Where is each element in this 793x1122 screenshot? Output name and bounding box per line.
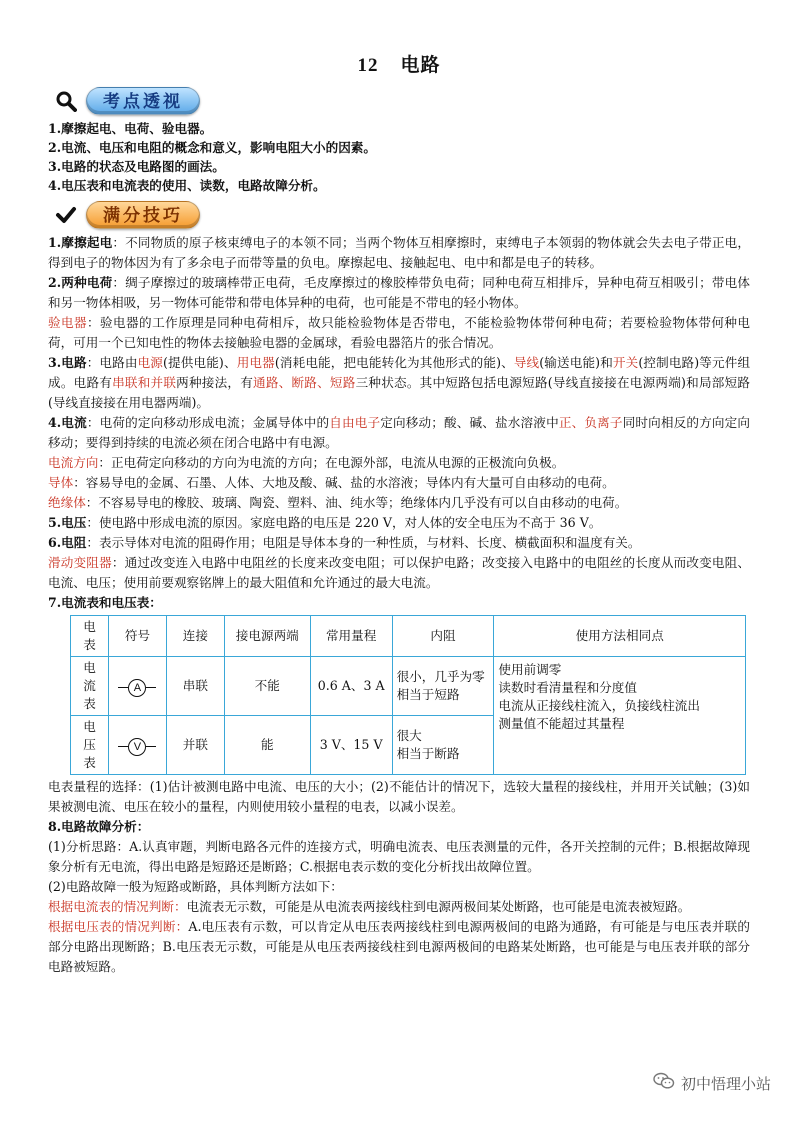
text-run: 同时向相反的方向定向移动；要得到持续的电流必须在闭合电路中有电源。 bbox=[48, 415, 751, 450]
term-heading: 3.电路 bbox=[48, 355, 87, 370]
meters-table bbox=[70, 615, 746, 775]
search-icon bbox=[54, 89, 78, 113]
column-header: 连接 bbox=[166, 616, 224, 657]
wechat-icon bbox=[653, 1072, 675, 1095]
usage-line: 读数时看清量程和分度值 bbox=[498, 680, 637, 695]
paragraph-range-selection: 电表量程的选择：(1)估计被测电路中电流、电压的大小；(2)不能估计的情况下，选较大量程的接线柱，并用开关试触；(3)如果被测电流、电压在较小的量程，内则使用较小量程的电表，以减小误差。 bbox=[48, 779, 750, 814]
paragraph-text: ：正电荷定向移动的方向为电流的方向；在电源外部，电流从电源的正极流向负极。 bbox=[98, 455, 565, 470]
text-run: (控制电路)等元件组成。电路有 bbox=[48, 355, 751, 390]
range-cell: 0.6 A、3 A bbox=[310, 657, 392, 716]
watermark bbox=[653, 1072, 771, 1095]
ammeter-symbol bbox=[108, 657, 166, 716]
resistance-line: 相当于短路 bbox=[396, 687, 460, 702]
resistance-line: 很大 bbox=[396, 728, 422, 743]
chapter-title: 电路 bbox=[400, 54, 441, 76]
term-heading: 绝缘体 bbox=[48, 495, 86, 510]
paragraph-text: ：容易导电的金属、石墨、人体、大地及酸、碱、盐的水溶液；导体内有大量可自由移动的电荷。 bbox=[73, 475, 615, 490]
text-run: (提供电能)、 bbox=[163, 355, 237, 370]
highlight-term: 用电器 bbox=[236, 355, 275, 370]
column-header: 内阻 bbox=[392, 616, 494, 657]
resistance-line: 很小，几乎为零 bbox=[396, 669, 485, 684]
voltmeter-icon: V bbox=[128, 738, 146, 756]
text-run: (输送电能)和 bbox=[539, 355, 613, 370]
meter-name: 电压表 bbox=[71, 716, 109, 775]
paragraph-resistance bbox=[48, 533, 750, 553]
paragraph-text: ：通过改变连入电路中电阻丝的长度来改变电阻；可以保护电路；改变接入电路中的电阻丝的长度从而改变电阻、电流、电压；使用前要观察铭牌上的最大阻值和允许通过的最大电流。 bbox=[48, 555, 751, 590]
source-connect-cell: 能 bbox=[224, 716, 310, 775]
highlight-term: 串联和并联 bbox=[112, 375, 177, 390]
paragraph-rheostat bbox=[48, 553, 750, 593]
section-title-skills: 满分技巧 bbox=[86, 201, 200, 229]
paragraph-voltage bbox=[48, 513, 750, 533]
term-heading: 5.电压 bbox=[48, 515, 87, 530]
paragraph-text: ：不同物质的原子核束缚电子的本领不同；当两个物体互相摩擦时，束缚电子本领弱的物体就会失去电子带正电，得到电子的物体因为有了多余电子而带等量的负电。摩擦起电、接触起电、电中和都是电子的转移。 bbox=[48, 235, 750, 270]
table-row bbox=[71, 657, 746, 716]
connection-cell: 并联 bbox=[166, 716, 224, 775]
ammeter-icon: A bbox=[128, 679, 146, 697]
paragraph-current-direction bbox=[48, 453, 750, 473]
paragraph-ammeter-judgement bbox=[48, 897, 750, 917]
key-point: 3.电路的状态及电路图的画法。 bbox=[48, 159, 225, 174]
source-connect-cell: 不能 bbox=[224, 657, 310, 716]
term-heading: 滑动变阻器 bbox=[48, 555, 112, 570]
paragraph-text: 电流表无示数，可能是从电流表两接线柱到电源两极间某处断路，也可能是电流表被短路。 bbox=[186, 899, 691, 914]
column-header: 电表 bbox=[71, 616, 109, 657]
column-header: 接电源两端 bbox=[224, 616, 310, 657]
meter-name: 电流表 bbox=[71, 657, 109, 716]
voltmeter-symbol bbox=[108, 716, 166, 775]
document-page bbox=[48, 50, 750, 977]
connection-cell: 串联 bbox=[166, 657, 224, 716]
usage-line: 测量值不能超过其量程 bbox=[498, 716, 625, 731]
section-title-key-points: 考点透视 bbox=[86, 87, 200, 115]
paragraph-two-charges bbox=[48, 273, 750, 313]
term-heading: 根据电压表的情况判断： bbox=[48, 919, 189, 934]
paragraph-text: ：绸子摩擦过的玻璃棒带正电荷，毛皮摩擦过的橡胶棒带负电荷；同种电荷互相排斥，异种电荷互相吸引；带电体和另一物体相吸，另一物体可能带和带电体异种的电荷，也可能是不带电的轻小物体。 bbox=[48, 275, 750, 310]
page-title bbox=[48, 50, 750, 81]
text-run: 定向移动；酸、碱、盐水溶液中 bbox=[380, 415, 559, 430]
paragraph-fault-types: (2)电路故障一般为短路或断路，具体判断方法如下： bbox=[48, 879, 343, 894]
paragraph-text: ：不容易导电的橡胶、玻璃、陶瓷、塑料、油、纯水等；绝缘体内几乎没有可以自由移动的电荷。 bbox=[85, 495, 628, 510]
term-heading: 4.电流 bbox=[48, 415, 87, 430]
text-run: ：电路由 bbox=[86, 355, 138, 370]
term-heading: 导体 bbox=[48, 475, 74, 490]
common-usage-cell bbox=[494, 657, 746, 775]
key-point: 4.电压表和电流表的使用、读数，电路故障分析。 bbox=[48, 178, 326, 193]
key-points-list bbox=[48, 119, 750, 195]
paragraph-current bbox=[48, 413, 750, 453]
column-header: 符号 bbox=[108, 616, 166, 657]
text-run: ：电荷的定向移动形成电流；金属导体中的 bbox=[86, 415, 330, 430]
highlight-term: 开关 bbox=[612, 355, 639, 370]
paragraph-circuit bbox=[48, 353, 750, 413]
table-title: 7.电流表和电压表： bbox=[48, 595, 162, 610]
term-heading: 验电器 bbox=[48, 315, 88, 330]
paragraph-text: ：使电路中形成电流的原因。家庭电路的电压是 220 V，对人体的安全电压为不高于 36 V。 bbox=[86, 515, 602, 530]
resistance-line: 相当于断路 bbox=[396, 746, 460, 761]
key-point: 2.电流、电压和电阻的概念和意义，影响电阻大小的因素。 bbox=[48, 140, 376, 155]
paragraph-text: A.电压表有示数，可以肯定从电压表两接线柱到电源两极间的电路为通路，有可能是与电压表并联的部分电路出现断路；B.电压表无示数，可能是从电压表两接线柱到电源两极间的电路某处断路，也可能是与电压表并联的部分电路被短路。 bbox=[48, 919, 751, 974]
highlight-term: 正、负离子 bbox=[558, 415, 623, 430]
term-heading: 2.两种电荷 bbox=[48, 275, 113, 290]
paragraph-electroscope bbox=[48, 313, 750, 353]
section-header-key-points bbox=[54, 85, 750, 117]
text-run: (消耗电能，把电能转化为其他形式的能)、 bbox=[274, 355, 514, 370]
resistance-cell bbox=[392, 716, 494, 775]
paragraph-conductor bbox=[48, 473, 750, 493]
range-cell: 3 V、15 V bbox=[310, 716, 392, 775]
highlight-term: 导线 bbox=[513, 355, 540, 370]
paragraph-text: ：表示导体对电流的阻碍作用；电阻是导体本身的一种性质，与材料、长度、横截面积和温度有关。 bbox=[86, 535, 641, 550]
section-header-skills bbox=[54, 199, 750, 231]
table-header-row bbox=[71, 616, 746, 657]
paragraph-fault-approach: (1)分析思路：A.认真审题，判断电路各元件的连接方式，明确电流表、电压表测量的元件，各开关控制的元件；B.根据故障现象分析有无电流，得出电路是短路还是断路；C.根据电表示数的变化分析找出故障位置。 bbox=[48, 839, 750, 874]
watermark-text: 初中悟理小站 bbox=[680, 1074, 771, 1093]
paragraph-fault-heading: 8.电路故障分析： bbox=[48, 819, 150, 834]
usage-line: 使用前调零 bbox=[498, 662, 562, 677]
paragraph-text: ：验电器的工作原理是同种电荷相斥，故只能检验物体是否带电，不能检验物体带何种电荷；若要检验物体带何种电荷，可用一个已知电性的物体去接触验电器的金属球，看验电器箔片的张合情况。 bbox=[48, 315, 751, 350]
column-header: 常用量程 bbox=[310, 616, 392, 657]
chapter-number: 12 bbox=[357, 55, 379, 76]
paragraph-insulator bbox=[48, 493, 750, 513]
column-header: 使用方法相同点 bbox=[494, 616, 746, 657]
term-heading: 根据电流表的情况判断： bbox=[48, 899, 187, 914]
text-run: 两种接法，有 bbox=[176, 375, 254, 390]
key-point: 1.摩擦起电、电荷、验电器。 bbox=[48, 121, 213, 136]
term-heading: 电流方向 bbox=[48, 455, 99, 470]
term-heading: 6.电阻 bbox=[48, 535, 87, 550]
text-run: 三种状态。其中短路包括电源短路(导线直接接在电源两端)和局部短路(导线直接接在用电器两端)。 bbox=[48, 375, 751, 410]
paragraph-voltmeter-judgement bbox=[48, 917, 750, 977]
check-icon bbox=[54, 203, 78, 227]
usage-line: 电流从正接线柱流入，负接线柱流出 bbox=[498, 698, 700, 713]
term-heading: 1.摩擦起电 bbox=[48, 235, 113, 250]
resistance-cell bbox=[392, 657, 494, 716]
highlight-term: 通路、断路、短路 bbox=[253, 375, 356, 390]
highlight-term: 自由电子 bbox=[329, 415, 381, 430]
highlight-term: 电源 bbox=[137, 355, 164, 370]
paragraph-friction-electricity bbox=[48, 233, 750, 273]
